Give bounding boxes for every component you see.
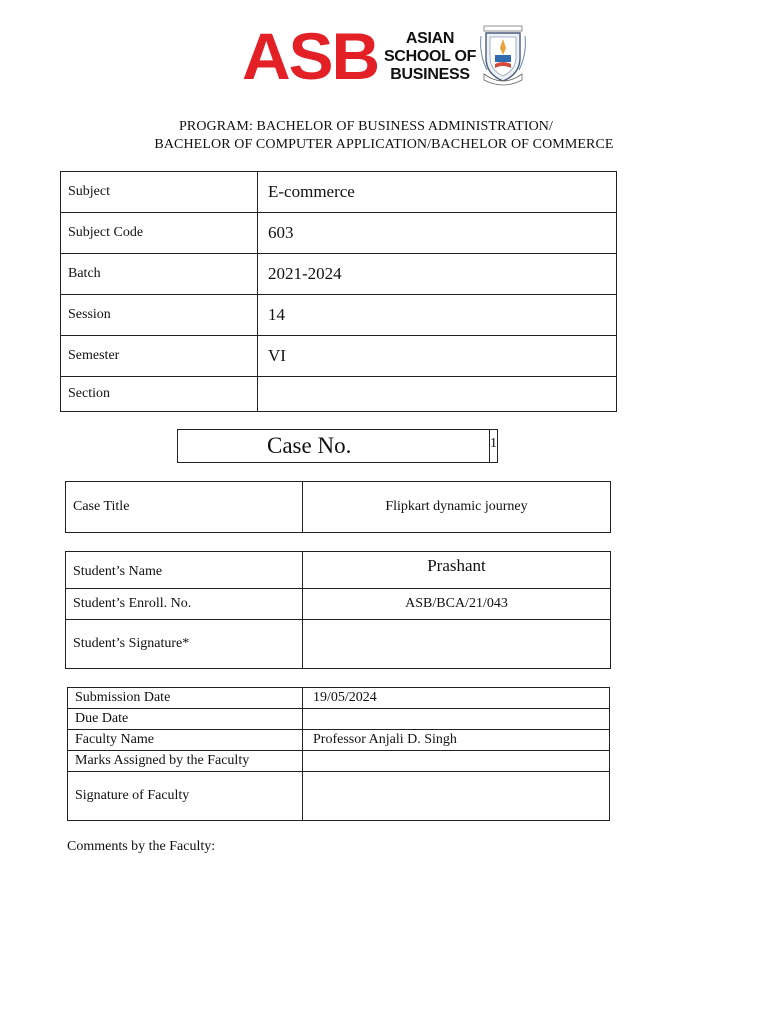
case-number-label: Case No. bbox=[178, 430, 490, 463]
faculty-comments-label: Comments by the Faculty: bbox=[67, 839, 216, 854]
submission-table bbox=[67, 687, 610, 821]
case-title-table bbox=[65, 481, 611, 533]
subject-table bbox=[60, 171, 617, 412]
logo-name-line-2: SCHOOL OF bbox=[383, 48, 477, 65]
subject-label: Subject bbox=[61, 172, 258, 213]
table-row bbox=[61, 172, 617, 213]
section-label: Section bbox=[61, 377, 258, 412]
table-row bbox=[61, 377, 617, 412]
table-row bbox=[61, 254, 617, 295]
table-row bbox=[61, 336, 617, 377]
student-enroll-label: Student’s Enroll. No. bbox=[66, 589, 303, 620]
subject-value: E-commerce bbox=[258, 172, 617, 213]
student-table bbox=[65, 551, 611, 669]
student-enroll-value: ASB/BCA/21/043 bbox=[303, 589, 611, 620]
case-title-label: Case Title bbox=[66, 482, 303, 533]
faculty-signature-label: Signature of Faculty bbox=[68, 772, 303, 821]
logo-name-line-1: ASIAN bbox=[405, 30, 455, 47]
session-value: 14 bbox=[258, 295, 617, 336]
program-line-2: BACHELOR OF COMPUTER APPLICATION/BACHELOR OF COMMERCE bbox=[154, 137, 614, 152]
table-row bbox=[68, 709, 610, 730]
student-name-label: Student’s Name bbox=[66, 552, 303, 589]
session-label: Session bbox=[61, 295, 258, 336]
batch-label: Batch bbox=[61, 254, 258, 295]
table-row bbox=[66, 589, 611, 620]
due-date-label: Due Date bbox=[68, 709, 303, 730]
case-number-box bbox=[177, 429, 498, 463]
section-value bbox=[258, 377, 617, 412]
subject-code-label: Subject Code bbox=[61, 213, 258, 254]
student-name-value: Prashant bbox=[303, 552, 611, 589]
logo-name-line-3: BUSINESS bbox=[390, 66, 470, 83]
table-row bbox=[68, 772, 610, 821]
logo-school-name bbox=[380, 30, 480, 84]
faculty-name-value: Professor Anjali D. Singh bbox=[303, 730, 610, 751]
faculty-signature-value bbox=[303, 772, 610, 821]
submission-date-label: Submission Date bbox=[68, 688, 303, 709]
crest-icon bbox=[478, 24, 528, 86]
school-logo bbox=[242, 19, 532, 93]
table-row bbox=[68, 751, 610, 772]
logo-abbreviation: ASB bbox=[242, 19, 379, 93]
table-row bbox=[61, 213, 617, 254]
table-row bbox=[61, 295, 617, 336]
subject-code-value: 603 bbox=[258, 213, 617, 254]
program-header bbox=[0, 118, 768, 154]
student-signature-label: Student’s Signature* bbox=[66, 620, 303, 669]
case-number-value: 1 bbox=[490, 430, 498, 463]
table-row bbox=[68, 688, 610, 709]
semester-value: VI bbox=[258, 336, 617, 377]
program-line-1: PROGRAM: BACHELOR OF BUSINESS ADMINISTRATION/ bbox=[179, 119, 553, 134]
marks-label: Marks Assigned by the Faculty bbox=[68, 751, 303, 772]
student-signature-value bbox=[303, 620, 611, 669]
due-date-value bbox=[303, 709, 610, 730]
marks-value bbox=[303, 751, 610, 772]
table-row bbox=[66, 620, 611, 669]
case-title-value: Flipkart dynamic journey bbox=[303, 482, 611, 533]
submission-date-value: 19/05/2024 bbox=[303, 688, 610, 709]
semester-label: Semester bbox=[61, 336, 258, 377]
faculty-name-label: Faculty Name bbox=[68, 730, 303, 751]
batch-value: 2021-2024 bbox=[258, 254, 617, 295]
table-row bbox=[68, 730, 610, 751]
table-row bbox=[66, 552, 611, 589]
